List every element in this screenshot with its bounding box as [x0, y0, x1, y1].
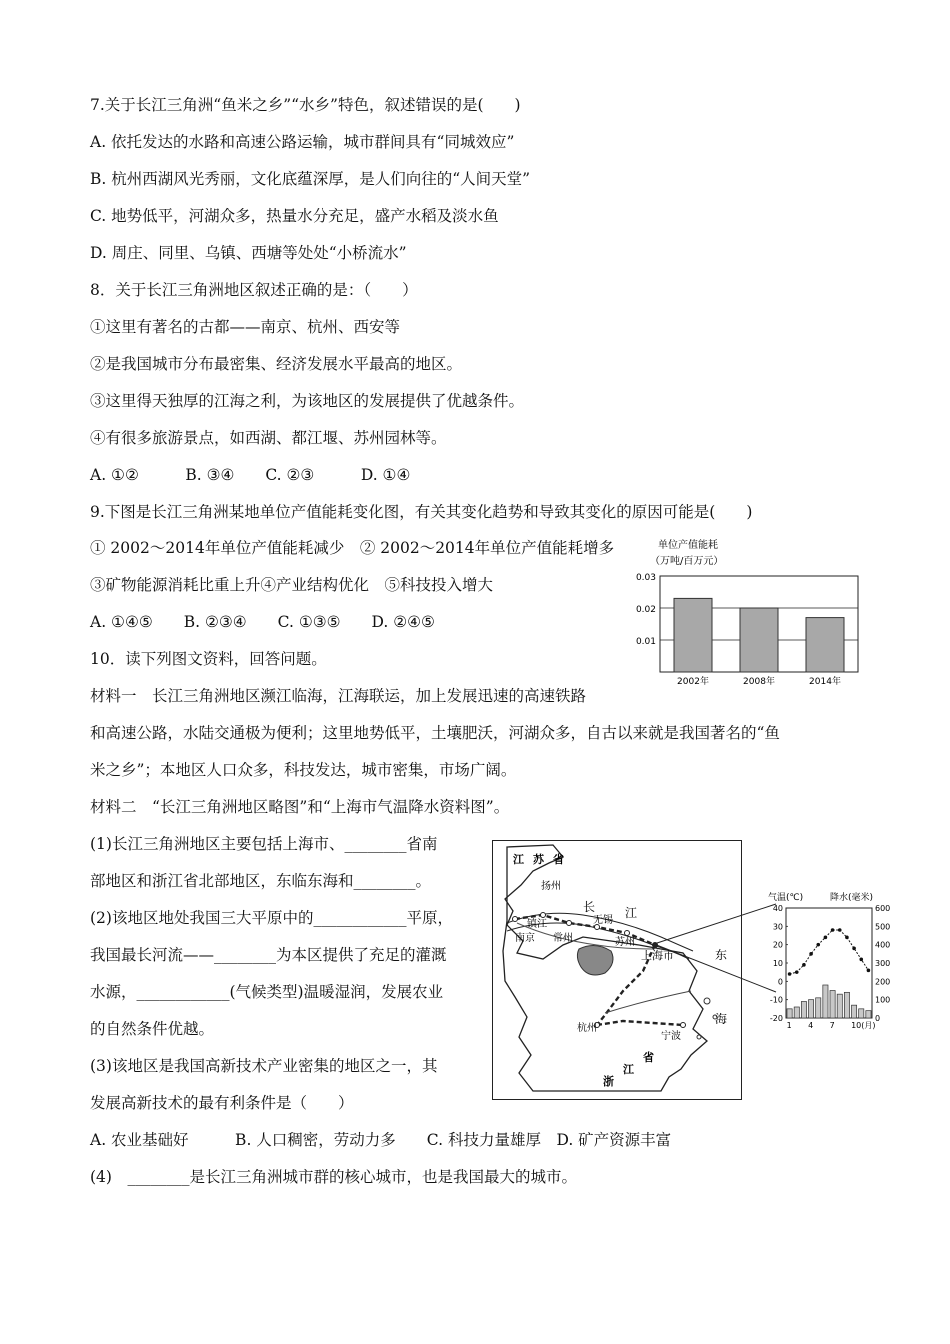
chart2-precip-bar [801, 1002, 806, 1019]
chart2-precip-tick: 500 [875, 922, 891, 932]
chart2-temp-tick: -20 [769, 1014, 783, 1023]
q10-3-line2: 发展高新技术的最有利条件是（ ） [90, 1094, 354, 1112]
chart1-bar [740, 608, 778, 672]
chart2-x-tick: 1 [786, 1021, 792, 1030]
q10-3-line1: (3)该地区是我国高新技术产业密集的地区之一，其 [90, 1057, 438, 1075]
railway-hangzhou-ningbo [597, 1021, 683, 1025]
chart2-temp-point [809, 952, 813, 956]
q8-item-1: ①这里有著名的古都——南京、杭州、西安等 [90, 318, 401, 336]
q8-item-2: ②是我国城市分布最密集、经济发展水平最高的地区。 [90, 355, 463, 373]
chart2-precip-tick: 0 [875, 1014, 881, 1023]
label-sheng2: 省 [643, 1051, 654, 1064]
label-changzhou: 常州 [553, 933, 573, 944]
chart2-temp-point [838, 928, 842, 932]
chart1-xtick-label: 2002年 [677, 677, 709, 687]
chart2-precip-tick: 300 [875, 959, 891, 968]
q7-stem: 7.关于长江三角洲“鱼米之乡”“水乡”特色，叙述错误的是( ) [90, 96, 521, 114]
q10-2-line4: 的自然条件优越。 [90, 1020, 215, 1038]
chart2-x-tick: 10(月) [851, 1021, 876, 1030]
label-nanjing: 南京 [515, 933, 535, 944]
chart2-precip-bar [816, 998, 821, 1018]
chart2-temp-point [867, 969, 871, 973]
label-su: 苏 [533, 853, 544, 866]
chart2-x-tick: 4 [808, 1021, 814, 1030]
chart2-precip-tick: 400 [875, 940, 891, 950]
q8-item-4: ④有很多旅游景点，如西湖、都江堰、苏州园林等。 [90, 429, 447, 447]
chart2-precip-bar [852, 1005, 857, 1018]
q7-option-d: D. 周庄、同里、乌镇、西塘等处处“小桥流水” [90, 244, 407, 262]
label-zhe: 浙 [603, 1075, 614, 1088]
chart1-ylabel: （万吨/百万元） [650, 556, 724, 567]
ningbo-marker [681, 1023, 686, 1028]
chart1-title: 单位产值能耗 [658, 540, 718, 551]
q7-option-a: A. 依托发达的水路和高速公路运输，城市群间具有“同城效应” [90, 133, 515, 151]
chart2-precip-bar [830, 991, 835, 1019]
taihu-lake [577, 945, 613, 975]
q8-item-3: ③这里得天独厚的江海之利，为该地区的发展提供了优越条件。 [90, 392, 525, 410]
chart2-precip-bar [787, 1009, 792, 1018]
island [697, 1035, 701, 1039]
chart2-temp-point [802, 963, 806, 967]
energy-consumption-chart [635, 536, 870, 696]
label-yangzhou: 扬州 [541, 881, 561, 892]
q10-3-options: A. 农业基础好 B. 人口稠密，劳动力多 C. 科技力量雄厚 D. 矿产资源丰富 [90, 1131, 672, 1149]
zhenjiang-marker [541, 913, 546, 918]
chart2-temp-point [795, 970, 799, 974]
chart2-precip-title: 降水(毫米) [830, 893, 874, 903]
label-chang: 长 [583, 900, 596, 914]
label-hangzhou: 杭州 [577, 1023, 597, 1034]
chart1-xtick-label: 2008年 [743, 677, 775, 687]
chart2-temp-tick: 20 [772, 940, 783, 950]
q8-options: A. ①② B. ③④ C. ②③ D. ①④ [90, 466, 411, 484]
chart2-temp-tick: -10 [769, 995, 783, 1005]
material1-line3: 米之乡”；本地区人口众多，科技发达，城市密集，市场广阔。 [90, 761, 517, 779]
chart2-temp-point [859, 958, 863, 962]
q10-2-line2: 我国最长河流——________为本区提供了充足的灌溉 [90, 946, 447, 964]
chart2-precip-bar [794, 1007, 799, 1018]
chart2-precip-bar [823, 985, 828, 1018]
label-sheng1: 省 [553, 853, 564, 866]
q10-stem: 10．读下列图文资料，回答问题。 [90, 650, 327, 668]
chart2-precip-tick: 100 [875, 995, 891, 1005]
q9-stem: 9.下图是长江三角洲某地单位产值能耗变化图，有关其变化趋势和导致其变化的原因可能是( ) [90, 503, 753, 521]
q10-1-line1: (1)长江三角洲地区主要包括上海市、________省南 [90, 835, 438, 853]
material2: 材料二 “长江三角洲地区略图”和“上海市气温降水资料图”。 [90, 798, 510, 816]
label-shanghai: 上海市 [641, 949, 674, 962]
chart2-temp-point [788, 972, 792, 976]
chart2-x-tick: 7 [829, 1021, 835, 1030]
label-zhenjiang: 镇江 [527, 919, 547, 930]
label-jiang1: 江 [513, 853, 524, 866]
chart2-precip-bar [859, 1009, 864, 1018]
q7-option-c: C. 地势低平，河湖众多，热量水分充足，盛产水稻及淡水鱼 [90, 207, 499, 225]
shanghai-climate-chart [760, 890, 898, 1030]
chart2-temp-point [816, 943, 820, 947]
chart1-ytick-001: 0.01 [635, 637, 656, 647]
chart2-precip-tick: 200 [875, 977, 891, 987]
chart2-temp-point [824, 936, 828, 940]
chart2-temp-title: 气温(℃) [768, 893, 804, 903]
q8-stem: 8．关于长江三角洲地区叙述正确的是：（ ） [90, 281, 418, 299]
chart2-precip-bar [844, 992, 849, 1018]
label-jiang2: 江 [625, 906, 638, 920]
q9-items-2: ③矿物能源消耗比重上升④产业结构优化 ⑤科技投入增大 [90, 576, 494, 594]
chart2-temp-tick: 0 [777, 977, 783, 987]
chart2-temp-tick: 30 [772, 922, 783, 932]
q9-options: A. ①④⑤ B. ②③④ C. ①③⑤ D. ②④⑤ [90, 613, 435, 631]
label-wuxi: 无锡 [593, 915, 613, 926]
chart2-temp-point [852, 947, 856, 951]
changzhou-marker [567, 921, 572, 926]
q7-option-b: B. 杭州西湖风光秀丽，文化底蕴深厚，是人们向往的“人间天堂” [90, 170, 531, 188]
chart2-temp-tick: 40 [772, 904, 783, 913]
q10-2-line3: 水源，____________(气候类型)温暖湿润，发展农业 [90, 983, 444, 1001]
label-suzhou: 苏州 [615, 937, 635, 948]
label-dong: 东 [715, 948, 728, 962]
chart1-bar [806, 618, 844, 672]
suzhou-marker [625, 931, 630, 936]
chart1-ytick-002: 0.02 [635, 605, 656, 615]
q10-4: (4) ________是长江三角洲城市群的核心城市，也是我国最大的城市。 [90, 1168, 577, 1186]
chart2-temp-tick: 10 [772, 959, 783, 968]
chart2-plot-frame [786, 908, 872, 1018]
label-ningbo: 宁波 [661, 1031, 681, 1042]
chart2-precip-bar [866, 1011, 871, 1018]
chart2-precip-tick: 600 [875, 904, 891, 913]
material1-line2: 和高速公路，水陆交通极为便利；这里地势低平，土壤肥沃，河湖众多，自古以来就是我国著名的“鱼 [90, 724, 780, 742]
chart1-bar [674, 598, 712, 672]
label-hai: 海 [715, 1012, 728, 1026]
q10-2-line1: (2)该地区地处我国三大平原中的____________平原， [90, 909, 453, 927]
chart1-xtick-label: 2014年 [809, 677, 841, 687]
q10-1-line2: 部地区和浙江省北部地区，东临东海和________。 [90, 872, 432, 890]
chart2-precip-bar [837, 994, 842, 1018]
chart1-ytick-003: 0.03 [635, 573, 656, 583]
q9-items-1: ① 2002～2014年单位产值能耗减少 ② 2002～2014年单位产值能耗增多 [90, 539, 615, 557]
nanjing-marker [513, 917, 518, 922]
material1-line1: 材料一 长江三角洲地区濒江临海，江海联运，加上发展迅速的高速铁路 [90, 687, 587, 705]
chart2-temp-point [831, 928, 835, 932]
chart2-precip-bar [809, 1000, 814, 1018]
label-jiang3: 江 [623, 1063, 634, 1076]
chart2-temp-point [845, 936, 849, 940]
